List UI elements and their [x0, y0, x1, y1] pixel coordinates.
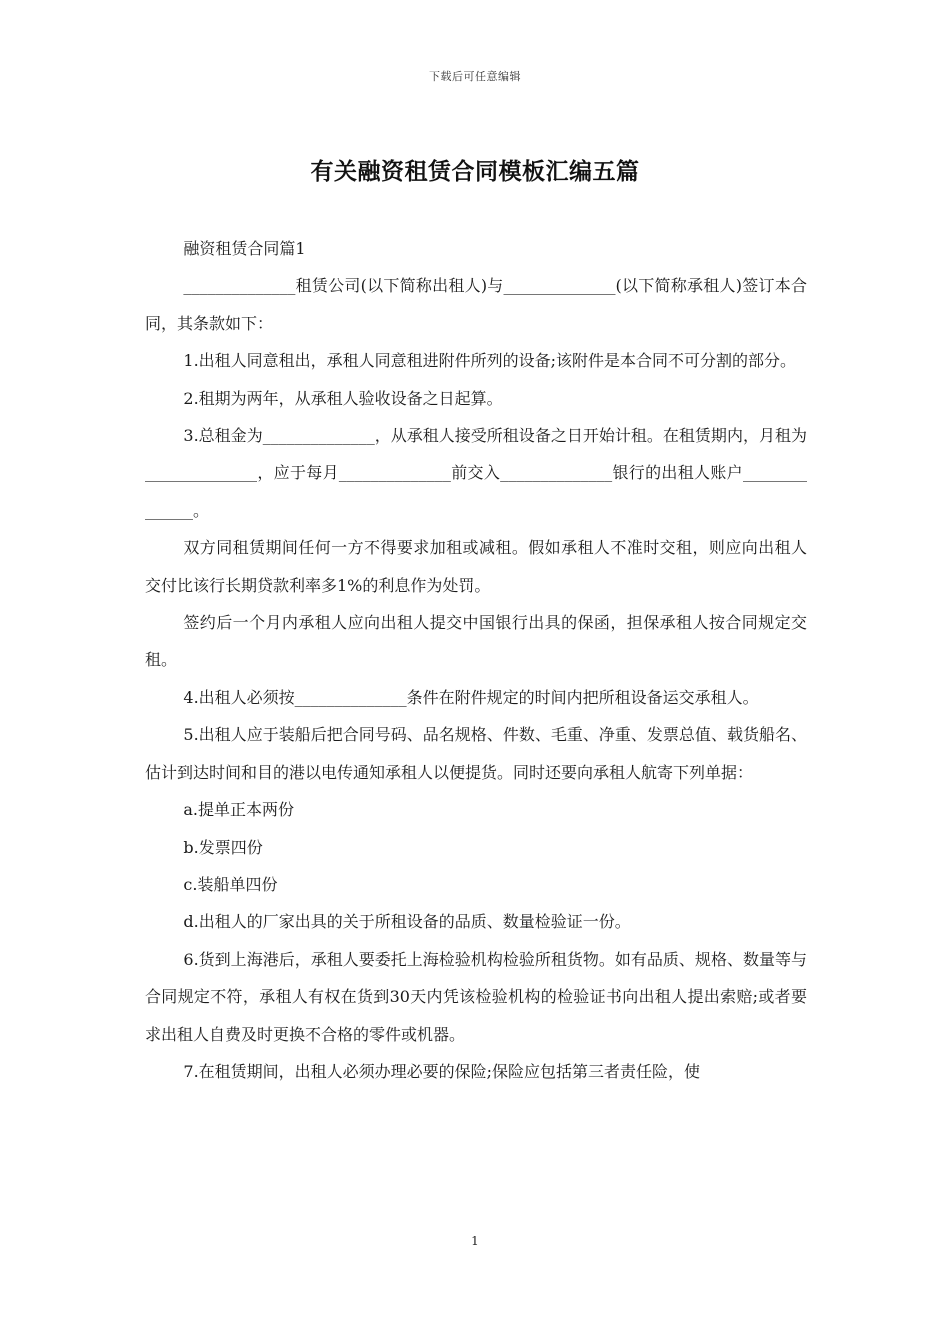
clause-3: 3.总租金为______________，从承租人接受所租设备之日开始计租。在租赁期内，月租为______________，应于每月______________前交入______________银行的出租人账户______________。 [145, 426, 807, 520]
clause-5: 5.出租人应于装船后把合同号码、品名规格、件数、毛重、净重、发票总值、载货船名、估计到达时间和目的港以电传通知承租人以便提货。同时还要向承租人航寄下列单据： [145, 725, 807, 782]
clause-4: 4.出租人必须按______________条件在附件规定的时间内把所租设备运交承租人。 [183, 687, 759, 707]
list-item-c: c.装船单四份 [183, 874, 278, 894]
paragraph-parties: ______________租赁公司(以下简称出租人)与______________(以下简称承租人)签订本合同，其条款如下： [145, 276, 807, 333]
section-heading: 融资租赁合同篇1 [183, 239, 306, 258]
list-item-a: a.提单正本两份 [183, 800, 295, 820]
clause-1: 1.出租人同意租出，承租人同意租进附件所列的设备;该附件是本合同不可分割的部分。 [183, 351, 797, 371]
list-item-d: d.出租人的厂家出具的关于所租设备的品质、数量检验证一份。 [183, 912, 631, 932]
document-body [145, 230, 807, 1090]
paragraph-rent-penalty: 双方同租赁期间任何一方不得要求加租或减租。假如承租人不准时交租，则应向出租人交付比该行长期贷款利率多1%的利息作为处罚。 [145, 538, 807, 595]
clause-2: 2.租期为两年，从承租人验收设备之日起算。 [183, 388, 503, 408]
list-item-b: b.发票四份 [183, 837, 263, 857]
clause-6: 6.货到上海港后，承租人要委托上海检验机构检验所租货物。如有品质、规格、数量等与合同规定不符，承租人有权在货到30天内凭该检验机构的检验证书向出租人提出索赔;或者要求出租人自费及时更换不合格的零件或机器。 [145, 949, 807, 1044]
document-title: 有关融资租赁合同模板汇编五篇 [310, 159, 640, 185]
page-number: 1 [471, 1234, 479, 1248]
clause-7: 7.在租赁期间，出租人必须办理必要的保险;保险应包括第三者责任险，使 [183, 1061, 701, 1081]
paragraph-guarantee: 签约后一个月内承租人应向出租人提交中国银行出具的保函，担保承租人按合同规定交租。 [145, 613, 807, 670]
header-note: 下载后可任意编辑 [429, 70, 521, 83]
